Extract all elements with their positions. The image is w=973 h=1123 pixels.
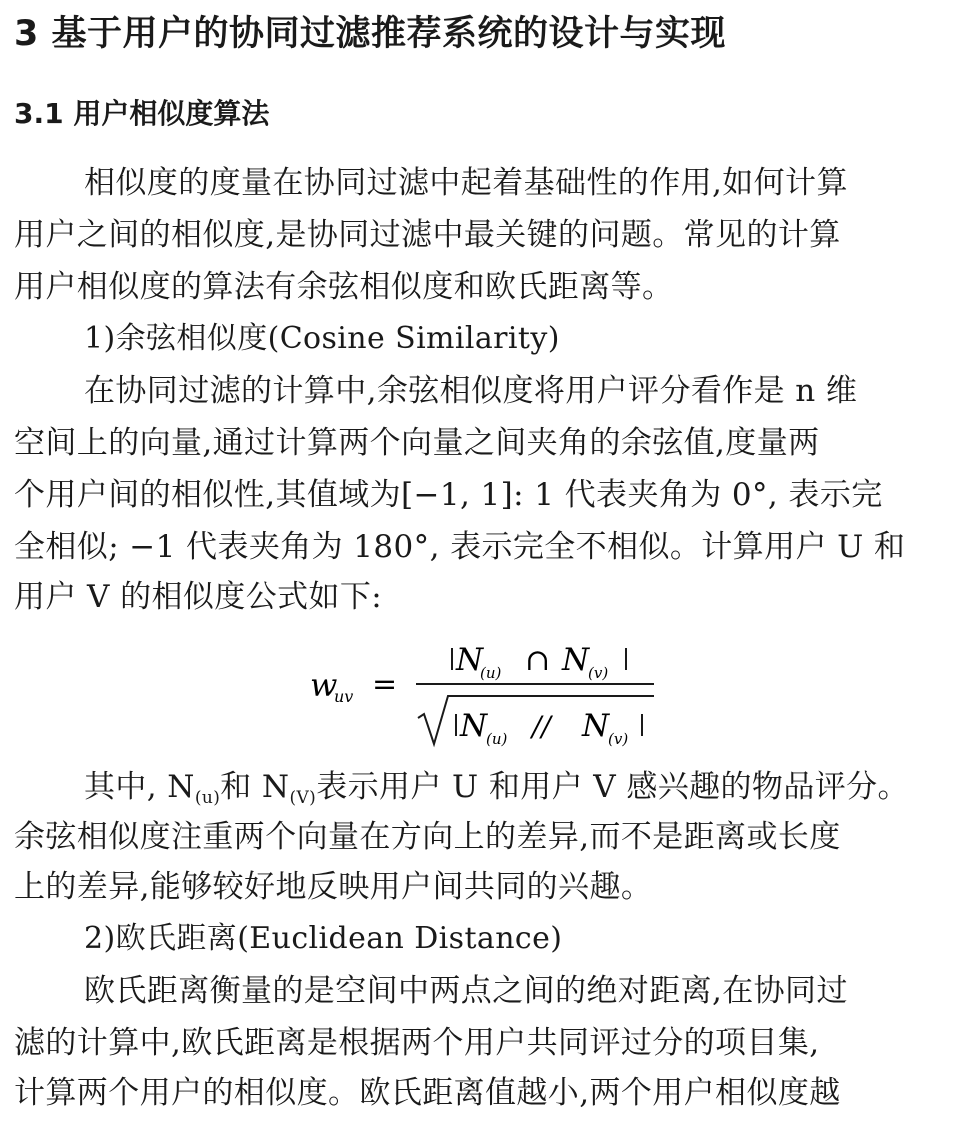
paragraph-line: 其中, $N_{(u)}$和 $N_{(V)}$表示用户 U 和用户 V 感兴趣的物品评分。 (84, 769, 909, 808)
paragraph-line: 上的差异,能够较好地反映用户间共同的兴趣。 (14, 869, 653, 905)
paragraph-line: 相似度的度量在协同过滤中起着基础性的作用,如何计算 (84, 165, 848, 201)
formula-num-n1: N (456, 642, 484, 678)
paragraph-line: 滤的计算中,欧氏距离是根据两个用户共同评过分的项目集, (14, 1025, 820, 1061)
paragraph-line: 在协同过滤的计算中,余弦相似度将用户评分看作是 n 维 (84, 373, 858, 409)
formula-lhs: w (310, 666, 338, 704)
paragraph-line: 全相似; −1 代表夹角为 180°, 表示完全不相似。计算用户 U 和 (14, 529, 906, 565)
formula-num-n2: N (562, 642, 590, 678)
paragraph-line: 用户之间的相似度,是协同过滤中最关键的问题。常见的计算 (14, 217, 841, 253)
subsection-title-cosine: 1)余弦相似度(Cosine Similarity) (84, 321, 560, 356)
paragraph-line: 空间上的向量,通过计算两个向量之间夹角的余弦值,度量两 (14, 425, 820, 461)
subsection-title-euclidean: 2)欧氏距离(Euclidean Distance) (84, 921, 563, 956)
formula-lhs-sub: uv (334, 687, 354, 706)
formula-den-n1: N (460, 708, 488, 744)
subscript-v: (V) (289, 788, 317, 808)
section-heading: 3 基于用户的协同过滤推荐系统的设计与实现 (14, 14, 727, 54)
subsection-heading: 3.1 用户相似度算法 (14, 97, 270, 130)
paragraph-line: 用户相似度的算法有余弦相似度和欧氏距离等。 (14, 269, 674, 305)
formula-equals: = (372, 667, 398, 702)
paragraph-line: 个用户间的相似性,其值域为[−1, 1]: 1 代表夹角为 0°, 表示完 (14, 477, 883, 513)
paragraph-line: 余弦相似度注重两个向量在方向上的差异,而不是距离或长度 (14, 819, 841, 855)
paragraph-line: 欧氏距离衡量的是空间中两点之间的绝对距离,在协同过 (84, 973, 848, 1009)
formula-num-n2-sub: (v) (588, 664, 609, 682)
formula-den-n1-sub: (u) (486, 730, 508, 748)
paragraph-line: 用户 V 的相似度公式如下: (14, 579, 383, 615)
paragraph-line: 计算两个用户的相似度。欧氏距离值越小,两个用户相似度越 (14, 1075, 841, 1111)
formula-den-n2: N (582, 708, 610, 744)
cosine-similarity-formula (300, 622, 680, 752)
formula-den-n2-sub: (v) (608, 730, 629, 748)
formula-den-op: // (532, 710, 551, 743)
subscript-u: (u) (194, 788, 221, 808)
formula-num-op: ∩ (525, 643, 551, 678)
formula-num-n1-sub: (u) (480, 664, 502, 682)
